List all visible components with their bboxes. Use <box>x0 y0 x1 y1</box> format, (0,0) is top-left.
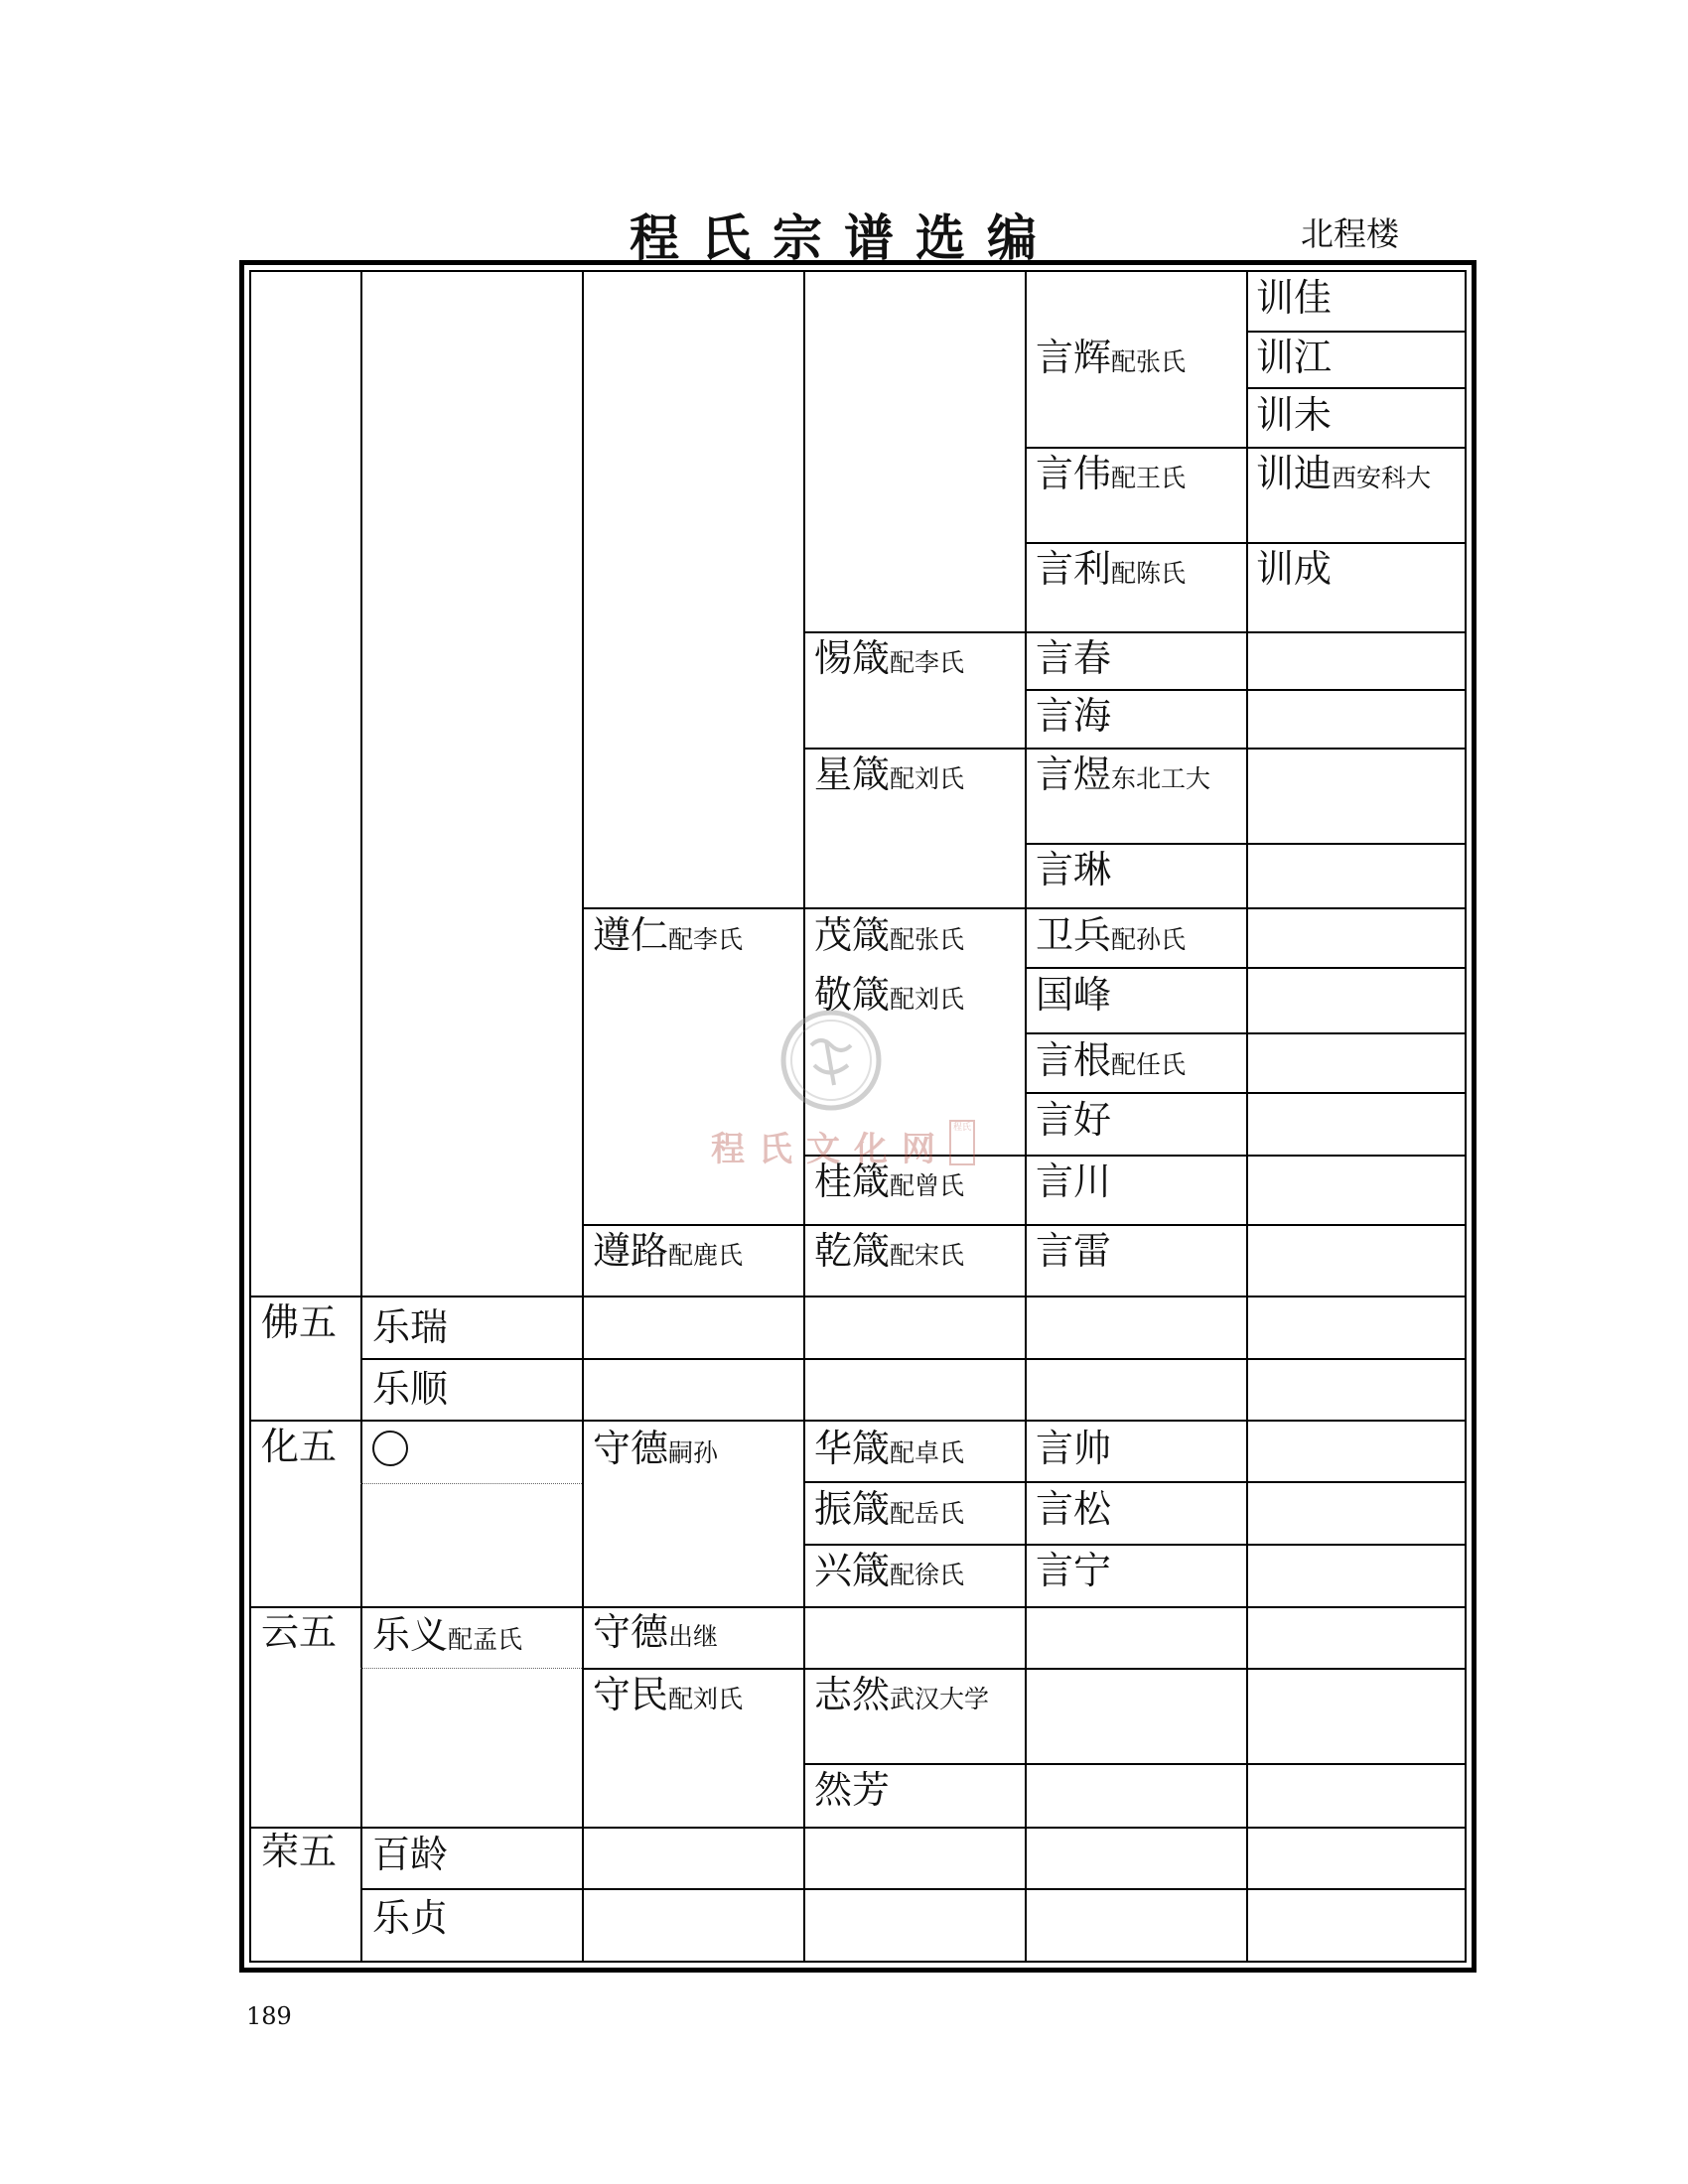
person-note: 配刘氏 <box>668 1685 744 1713</box>
table-cell-r06c4 <box>814 636 964 682</box>
table-cell-r05c5 <box>1036 547 1186 593</box>
person-note: 嗣孙 <box>668 1438 719 1467</box>
table-cell-r18c5 <box>1036 1427 1111 1472</box>
person-name: 兴箴 <box>814 1549 891 1592</box>
table-row-divider <box>360 1358 1465 1360</box>
table-cell-r15c3 <box>593 1229 743 1275</box>
table-cell-r13c5 <box>1036 1098 1111 1144</box>
person-name: 敬箴 <box>814 973 891 1017</box>
person-note: 配孟氏 <box>448 1625 523 1654</box>
table-cell-r21c3 <box>593 1610 718 1656</box>
person-name: 训未 <box>1256 393 1333 437</box>
table-cell-r22c4 <box>814 1673 1018 1718</box>
person-name: 乐义 <box>372 1613 449 1657</box>
person-note: 武汉大学 <box>890 1685 990 1713</box>
table-cell-r20c4 <box>814 1549 964 1594</box>
person-note: 配陈氏 <box>1111 559 1187 588</box>
table-cell-r15c4 <box>814 1229 964 1275</box>
table-cell-r02c5 <box>1036 336 1186 381</box>
watermark-text: 程氏文化网 <box>711 1130 949 1169</box>
person-name: 言好 <box>1036 1098 1112 1142</box>
person-name: 言春 <box>1036 636 1112 680</box>
table-column-divider <box>803 272 805 1961</box>
table-cell-r16c1 <box>261 1300 337 1346</box>
table-cell-r10c5 <box>1036 913 1186 959</box>
table-row-divider <box>803 631 1465 633</box>
table-cell-r24c1 <box>261 1830 337 1875</box>
table-cell-r23c4 <box>814 1768 890 1814</box>
table-cell-r15c5 <box>1036 1229 1111 1275</box>
person-name: 华箴 <box>814 1427 891 1470</box>
table-cell-r19c4 <box>814 1487 964 1533</box>
table-cell-r17c2 <box>372 1367 448 1413</box>
table-row-divider <box>803 748 1465 750</box>
watermark-stamp-icon: 程氏 <box>949 1120 975 1165</box>
table-row-divider <box>582 1224 1465 1226</box>
person-note: 配李氏 <box>668 925 744 954</box>
person-name: 乐瑞 <box>372 1305 449 1349</box>
table-row-divider <box>1025 447 1465 449</box>
person-name: 言琳 <box>1036 848 1112 891</box>
table-column-divider <box>1246 272 1248 1961</box>
person-note: 配孙氏 <box>1111 925 1187 954</box>
person-name: 振箴 <box>814 1487 891 1531</box>
person-note: 配王氏 <box>1111 464 1187 492</box>
table-row-divider <box>582 1668 1465 1670</box>
person-name: 言海 <box>1036 694 1112 738</box>
person-name: 乐顺 <box>372 1367 449 1411</box>
table-row-divider <box>360 1888 1465 1890</box>
table-row-divider <box>1025 542 1465 544</box>
person-note: 配宋氏 <box>890 1241 965 1270</box>
person-name: 言雷 <box>1036 1229 1112 1273</box>
table-cell-r21c1 <box>261 1610 337 1656</box>
person-name: 化五 <box>261 1425 338 1468</box>
table-column-divider <box>582 272 584 1961</box>
person-name: 守德 <box>593 1427 669 1470</box>
table-row-divider <box>1025 1092 1465 1094</box>
table-cell-r08c4 <box>814 752 964 798</box>
person-name: 言宁 <box>1036 1549 1112 1592</box>
person-note: 配刘氏 <box>890 985 965 1014</box>
person-name: 然芳 <box>814 1768 891 1812</box>
table-row-divider <box>251 1827 1465 1829</box>
table-row-divider <box>803 1544 1465 1546</box>
person-note: 配李氏 <box>890 648 965 677</box>
table-row-divider <box>251 1420 1465 1422</box>
table-cell-r25c2 <box>372 1896 448 1942</box>
table-column-divider <box>1025 272 1027 1961</box>
table-row-divider <box>803 1481 1465 1483</box>
person-name: 惕箴 <box>814 636 891 680</box>
person-name: 言松 <box>1036 1487 1112 1531</box>
person-name: 茂箴 <box>814 913 891 957</box>
table-cell-r02c6 <box>1256 336 1332 381</box>
table-column-divider <box>360 272 362 1961</box>
person-note: 配张氏 <box>1111 347 1187 376</box>
table-row-divider <box>582 907 1465 909</box>
table-cell-r07c5 <box>1036 694 1111 740</box>
table-row-divider <box>1025 1032 1465 1034</box>
person-name: 言根 <box>1036 1038 1112 1082</box>
person-name: 训佳 <box>1256 276 1333 320</box>
table-cell-r11c5 <box>1036 973 1111 1019</box>
table-cell-r10c3 <box>593 913 743 959</box>
table-cell-r24c2 <box>372 1833 448 1878</box>
person-name: 言伟 <box>1036 452 1112 495</box>
table-row-divider <box>251 1296 1465 1297</box>
table-cell-r01c6 <box>1256 276 1332 322</box>
person-name: 训成 <box>1256 547 1333 591</box>
person-note: 配刘氏 <box>890 764 965 793</box>
table-row-divider <box>1025 689 1465 691</box>
person-note: 东北工大 <box>1111 764 1211 793</box>
table-cell-r03c6 <box>1256 393 1332 439</box>
circle-icon <box>372 1431 408 1466</box>
page-title: 程氏宗谱选编 <box>630 208 1058 267</box>
table-cell-r04c6 <box>1256 452 1460 497</box>
person-name: 守德 <box>593 1610 669 1654</box>
table-cell-r18c1 <box>261 1425 337 1470</box>
table-cell-r19c5 <box>1036 1487 1111 1533</box>
circle-placeholder-icon <box>372 1431 408 1466</box>
person-note: 出继 <box>668 1622 719 1651</box>
table-dotted-divider <box>360 1483 582 1484</box>
person-note: 配鹿氏 <box>668 1241 744 1270</box>
table-row-divider <box>803 1763 1465 1765</box>
person-name: 言帅 <box>1036 1427 1112 1470</box>
person-name: 守民 <box>593 1673 669 1716</box>
person-name: 桂箴 <box>814 1160 891 1203</box>
person-note: 配徐氏 <box>890 1561 965 1589</box>
table-row-divider <box>1025 843 1465 845</box>
person-name: 乾箴 <box>814 1229 891 1273</box>
person-note: 配卓氏 <box>890 1438 965 1467</box>
person-name: 云五 <box>261 1610 338 1654</box>
person-name: 言利 <box>1036 547 1112 591</box>
person-note: 配张氏 <box>890 925 965 954</box>
person-name: 遵路 <box>593 1229 669 1273</box>
table-cell-r14c5 <box>1036 1160 1111 1205</box>
table-cell-r08c5 <box>1036 752 1239 798</box>
table-cell-r20c5 <box>1036 1549 1111 1594</box>
person-name: 言煜 <box>1036 752 1112 796</box>
table-row-divider <box>1246 331 1465 333</box>
person-note: 配任氏 <box>1111 1050 1187 1079</box>
person-name: 乐贞 <box>372 1896 449 1940</box>
table-cell-r12c5 <box>1036 1038 1186 1084</box>
person-name: 志然 <box>814 1673 891 1716</box>
person-name: 训迪 <box>1256 452 1333 495</box>
person-name: 训江 <box>1256 336 1333 379</box>
page-subtitle: 北程楼 <box>1301 214 1399 253</box>
person-name: 言辉 <box>1036 336 1112 379</box>
person-name: 国峰 <box>1036 973 1112 1017</box>
table-cell-r16c2 <box>372 1305 448 1351</box>
table-row-divider <box>1246 387 1465 389</box>
table-cell-r06c5 <box>1036 636 1111 682</box>
person-note: 西安科大 <box>1332 464 1432 492</box>
table-cell-r22c3 <box>593 1673 743 1718</box>
page-number: 189 <box>246 2002 292 2030</box>
table-dotted-divider <box>360 1668 582 1669</box>
person-name: 佛五 <box>261 1300 338 1344</box>
watermark-seal-icon <box>776 1006 886 1115</box>
table-cell-r05c6 <box>1256 547 1332 593</box>
person-name: 荣五 <box>261 1830 338 1873</box>
table-cell-r09c5 <box>1036 848 1111 893</box>
table-cell-r21c2 <box>372 1613 522 1659</box>
table-cell-r10c4 <box>814 913 964 959</box>
person-note: 配岳氏 <box>890 1499 965 1528</box>
person-name: 百龄 <box>372 1833 449 1876</box>
person-note: 配曾氏 <box>890 1171 965 1200</box>
person-name: 遵仁 <box>593 913 669 957</box>
person-name: 卫兵 <box>1036 913 1112 957</box>
table-cell-r04c5 <box>1036 452 1186 497</box>
person-name: 言川 <box>1036 1160 1112 1203</box>
table-cell-r18c3 <box>593 1427 718 1472</box>
table-row-divider <box>251 1606 1465 1608</box>
table-cell-r18c4 <box>814 1427 964 1472</box>
table-row-divider <box>1025 967 1465 969</box>
person-name: 星箴 <box>814 752 891 796</box>
